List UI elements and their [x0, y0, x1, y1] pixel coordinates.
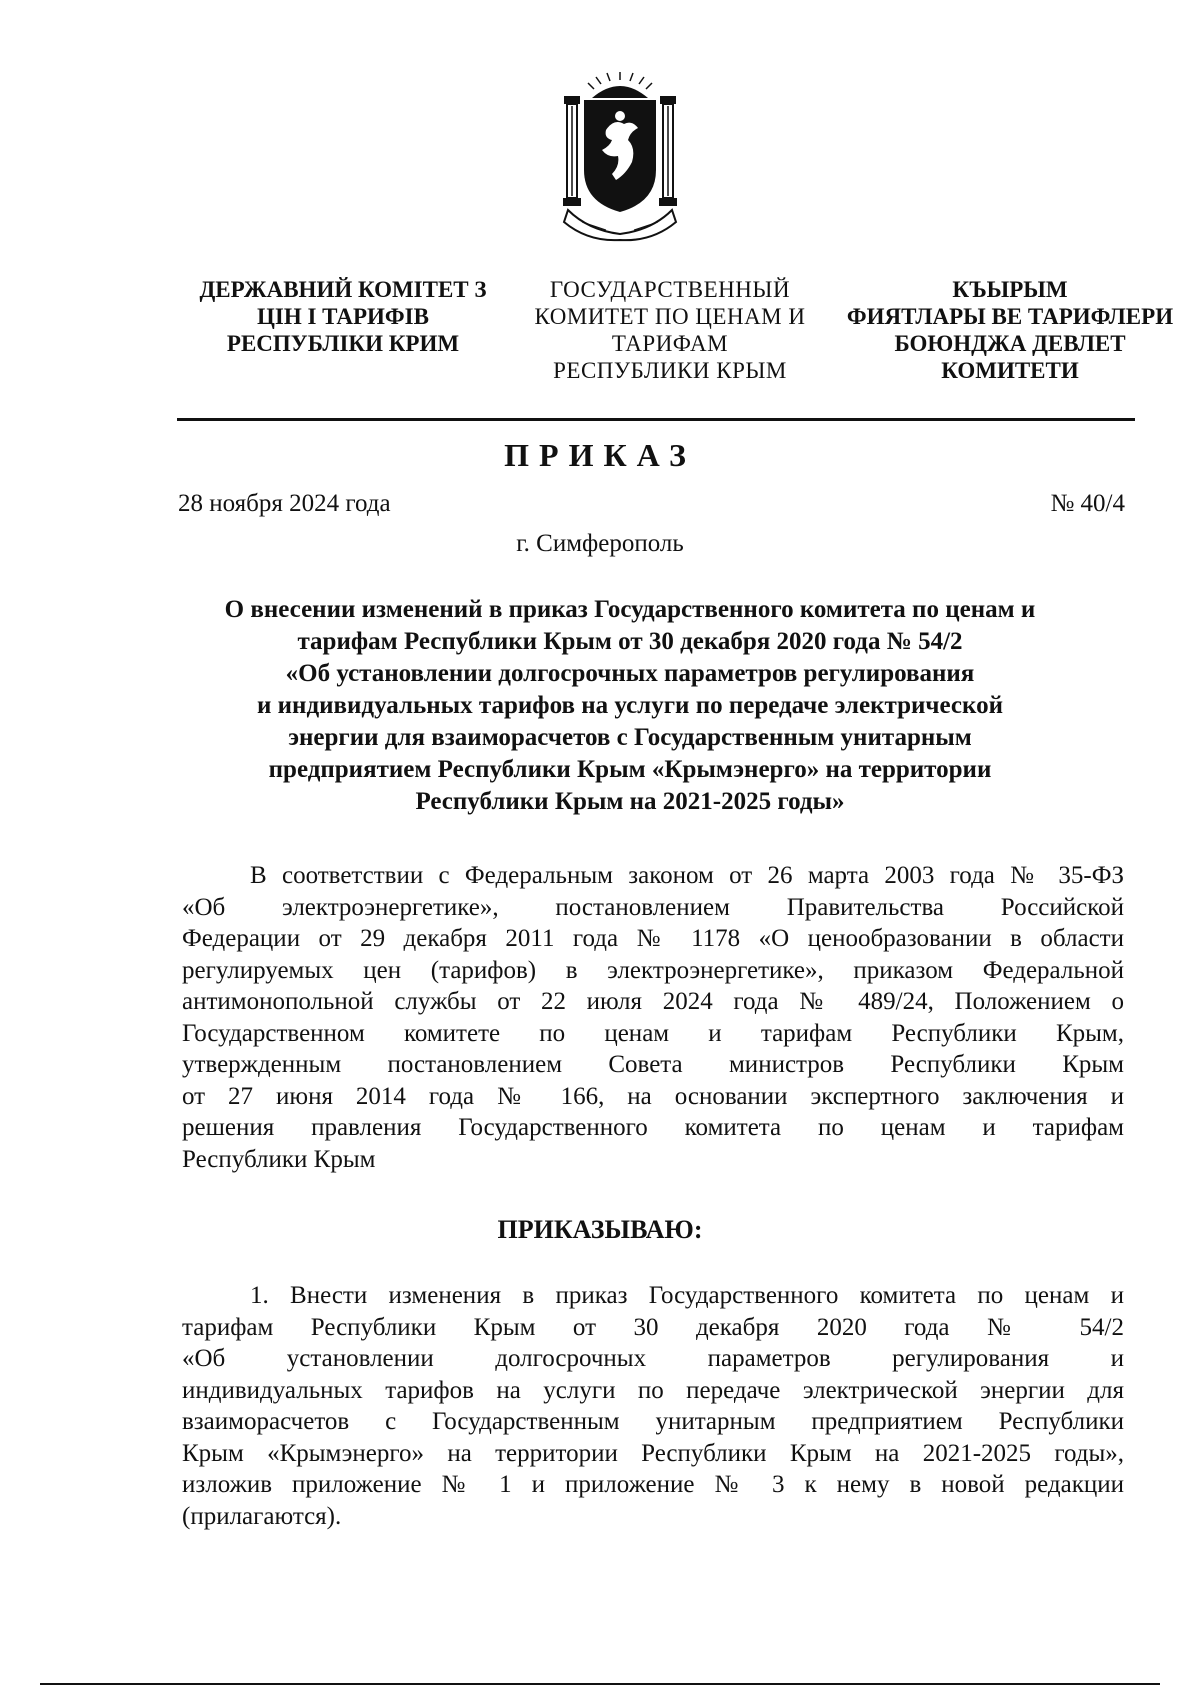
- header-russian-line: ГОСУДАРСТВЕННЫЙ: [549, 277, 791, 302]
- basis-line: от 27 июня 2014 года № 166, на основании экспертного заключения и: [182, 1082, 1124, 1110]
- header-ukrainian: [178, 276, 508, 357]
- document-title: ПРИКАЗ: [504, 437, 696, 473]
- header-crimean-tatar: [845, 276, 1175, 384]
- basis-line: «Об электроэнергетике», постановлением Правительства Российской: [182, 893, 1124, 921]
- subject-line: энергии для взаиморасчетов с Государственным унитарным: [288, 724, 972, 751]
- item1-line: индивидуальных тарифов на услуги по передаче электрической энергии для: [182, 1376, 1124, 1404]
- basis-line: Федерации от 29 декабря 2011 года № 1178 «О ценообразовании в области: [182, 925, 1124, 952]
- basis-paragraph: [182, 860, 1124, 1175]
- order-word: ПРИКАЗЫВАЮ:: [497, 1215, 703, 1244]
- document-number: № 40/4: [1050, 490, 1125, 517]
- item1-line: «Об установлении долгосрочных параметров регулирования и: [182, 1345, 1124, 1372]
- basis-line: В соответствии с Федеральным законом от 26 марта 2003 года № 35-ФЗ: [250, 862, 1124, 889]
- item1-line: взаиморасчетов с Государственным унитарным предприятием Республики: [182, 1408, 1124, 1435]
- header-crimean-tatar-line: КЪЫРЫМ: [952, 277, 1068, 302]
- header-russian-line: РЕСПУБЛИКИ КРЫМ: [553, 358, 787, 383]
- item1-line: (прилагаются).: [182, 1502, 342, 1530]
- subject-line: Республики Крым на 2021-2025 годы»: [415, 788, 845, 815]
- subject-line: О внесении изменений в приказ Государственного комитета по ценам и: [224, 596, 1036, 623]
- page-bottom-line: [40, 1683, 1160, 1685]
- order-item-1: [182, 1280, 1124, 1532]
- header-divider: [177, 418, 1135, 421]
- header-ukrainian-line: ДЕРЖАВНИЙ КОМІТЕТ З: [199, 277, 487, 302]
- basis-line: Государственном комитете по ценам и тарифам Республики Крым,: [182, 1019, 1124, 1047]
- header-russian: [520, 276, 820, 384]
- coat-of-arms-icon: [558, 70, 682, 242]
- subject-line: тарифам Республики Крым от 30 декабря 2020 года № 54/2: [297, 628, 963, 655]
- basis-line: антимонопольной службы от 22 июля 2024 года № 489/24, Положением о: [182, 988, 1124, 1015]
- subject-line: и индивидуальных тарифов на услуги по передаче электрической: [257, 692, 1003, 719]
- basis-line: решения правления Государственного комитета по ценам и тарифам: [182, 1114, 1124, 1141]
- subject-line: «Об установлении долгосрочных параметров регулирования: [285, 660, 975, 687]
- item1-line: изложив приложение № 1 и приложение № 3 к нему в новой редакции: [182, 1471, 1124, 1498]
- item1-line: Крым «Крымэнерго» на территории Республики Крым на 2021-2025 годы»,: [182, 1439, 1124, 1467]
- basis-line: Республики Крым: [182, 1145, 376, 1173]
- header-russian-line: ТАРИФАМ: [611, 331, 729, 356]
- document-date: 28 ноября 2024 года: [178, 490, 391, 517]
- item1-line: 1. Внести изменения в приказ Государственного комитета по ценам и: [250, 1282, 1124, 1309]
- header-ukrainian-line: РЕСПУБЛІКИ КРИМ: [226, 331, 460, 356]
- document-subject: [150, 594, 1110, 818]
- header-russian-line: КОМИТЕТ ПО ЦЕНАМ И: [534, 304, 806, 329]
- header-crimean-tatar-line: КОМИТЕТИ: [941, 358, 1079, 383]
- item1-line: тарифам Республики Крым от 30 декабря 2020 года № 54/2: [182, 1313, 1124, 1341]
- header-crimean-tatar-line: БОЮНДЖА ДЕВЛЕТ: [894, 331, 1126, 356]
- header-crimean-tatar-line: ФИЯТЛАРЫ ВЕ ТАРИФЛЕРИ: [846, 304, 1174, 329]
- subject-line: предприятием Республики Крым «Крымэнерго» на территории: [268, 756, 992, 783]
- basis-line: регулируемых цен (тарифов) в электроэнергетике», приказом Федеральной: [182, 956, 1124, 984]
- document-city: г. Симферополь: [516, 530, 684, 557]
- basis-line: утвержденным постановлением Совета министров Республики Крым: [182, 1051, 1124, 1078]
- header-ukrainian-line: ЦІН І ТАРИФІВ: [257, 304, 429, 329]
